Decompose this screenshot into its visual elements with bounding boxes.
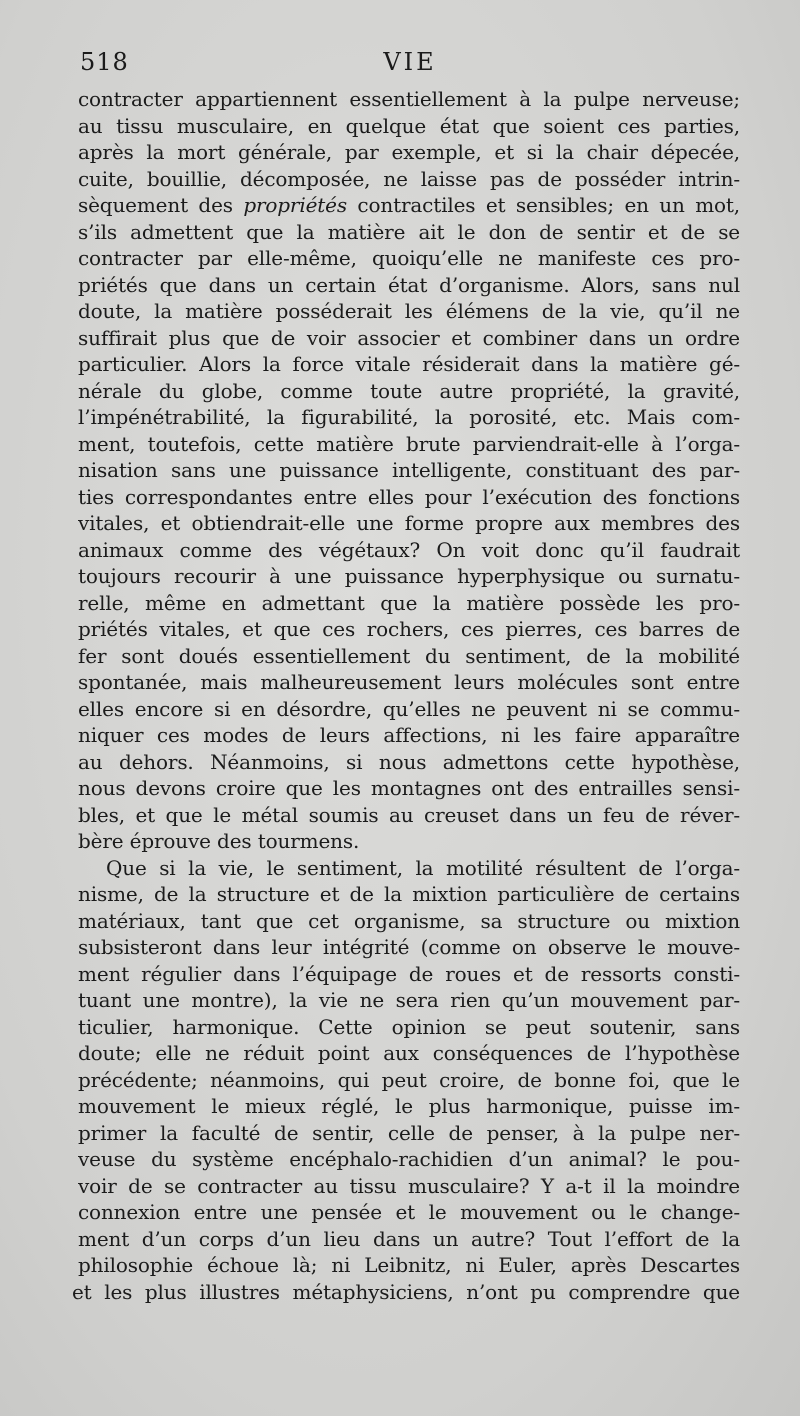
text-line: priétés que dans un certain état d’organisme. Alors, sans nul [78,272,740,297]
page-header [80,48,740,84]
text-line: sèquement des propriétés contractiles et sensibles; en un mot, [78,193,740,217]
text-line: ment, toutefois, cette matière brute parviendrait-elle à l’orga- [78,431,740,456]
text-line: suffirait plus que de voir associer et combiner dans un ordre [78,325,740,350]
text-line: particulier. Alors la force vitale résiderait dans la matière gé- [78,352,740,376]
text-line: ties correspondantes entre elles pour l’exécution des fonctions [78,484,740,509]
text-line: subsisteront dans leur intégrité (comme on observe le mouve- [78,935,740,959]
text-line: s’ils admettent que la matière ait le don de sentir et de se [78,219,740,244]
text-line: toujours recourir à une puissance hyperphysique ou surnatu- [78,564,740,588]
text-line: nous devons croire que les montagnes ont des entrailles sensi- [78,776,740,800]
text-line: mouvement le mieux réglé, le plus harmonique, puisse im- [78,1094,740,1118]
text-line: au tissu musculaire, en quelque état que soient ces parties, [78,113,740,138]
text-line: priétés vitales, et que ces rochers, ces pierres, ces barres de [78,617,740,641]
text-line: spontanée, mais malheureusement leurs molécules sont entre [78,670,740,694]
text-line: relle, même en admettant que la matière possède les pro- [78,590,740,615]
text-line: veuse du système encéphalo-rachidien d’un animal? le pou- [78,1147,740,1171]
text-line: bles, et que le métal soumis au creuset dans un feu de réver- [78,802,740,827]
text-line: bère éprouve des tourmens. [78,829,360,853]
text-line: nisation sans une puissance intelligente, constituant des par- [78,458,740,482]
text-line: matériaux, tant que cet organisme, sa structure ou mixtion [78,908,740,933]
text-line: philosophie échoue là; ni Leibnitz, ni Euler, après Descartes [78,1253,740,1277]
text-line: primer la faculté de sentir, celle de penser, à la pulpe ner- [78,1120,740,1145]
paragraph-2 [72,855,740,1306]
text-line: ment d’un corps d’un lieu dans un autre? Tout l’effort de la [78,1226,740,1251]
text-line: elles encore si en désordre, qu’elles ne peuvent ni se commu- [78,696,740,721]
page-number: 518 [80,48,129,76]
text-line: Que si la vie, le sentiment, la motilité résultent de l’orga- [106,855,740,880]
text-line: cuite, bouillie, décomposée, ne laisse pas de posséder intrin- [78,166,740,191]
text-line: ment régulier dans l’équipage de roues et de ressorts consti- [78,961,740,986]
text-line: ticulier, harmonique. Cette opinion se peut soutenir, sans [78,1014,740,1039]
text-line: animaux comme des végétaux? On voit donc qu’il faudrait [78,537,740,562]
text-line: niquer ces modes de leurs affections, ni les faire apparaître [78,723,740,747]
text-line: nérale du globe, comme toute autre propriété, la gravité, [78,378,740,403]
text-line: doute, la matière posséderait les élémens de la vie, qu’il ne [78,299,740,323]
text-line: connexion entre une pensée et le mouvement ou le change- [78,1200,740,1224]
text-line: voir de se contracter au tissu musculaire? Y a-t il la moindre [78,1173,740,1198]
text-line: et les plus illustres métaphysiciens, n’ont pu comprendre que [72,1279,740,1304]
paragraph-1 [78,86,740,855]
text-line: fer sont doués essentiellement du sentiment, de la mobilité [78,643,740,668]
emphasis-text: propriétés [243,193,347,217]
text-line: après la mort générale, par exemple, et si la chair dépecée, [78,140,740,164]
text-line: au dehors. Néanmoins, si nous admettons cette hypothèse, [78,749,740,774]
text-line: doute; elle ne réduit point aux conséquences de l’hypothèse [78,1041,740,1065]
text-line: l’impénétrabilité, la figurabilité, la porosité, etc. Mais com- [78,405,740,429]
text-line: contracter par elle-même, quoiqu’elle ne manifeste ces pro- [78,246,740,270]
text-line: vitales, et obtiendrait-elle une forme propre aux membres des [78,511,740,535]
running-head: VIE [383,48,437,76]
text-line: nisme, de la structure et de la mixtion particulière de certains [78,882,740,906]
text-line: précédente; néanmoins, qui peut croire, de bonne foi, que le [78,1067,740,1092]
body-text [72,86,740,1305]
text-line: contracter appartiennent essentiellement à la pulpe nerveuse; [78,87,740,111]
text-line: tuant une montre), la vie ne sera rien qu’un mouvement par- [78,988,740,1012]
